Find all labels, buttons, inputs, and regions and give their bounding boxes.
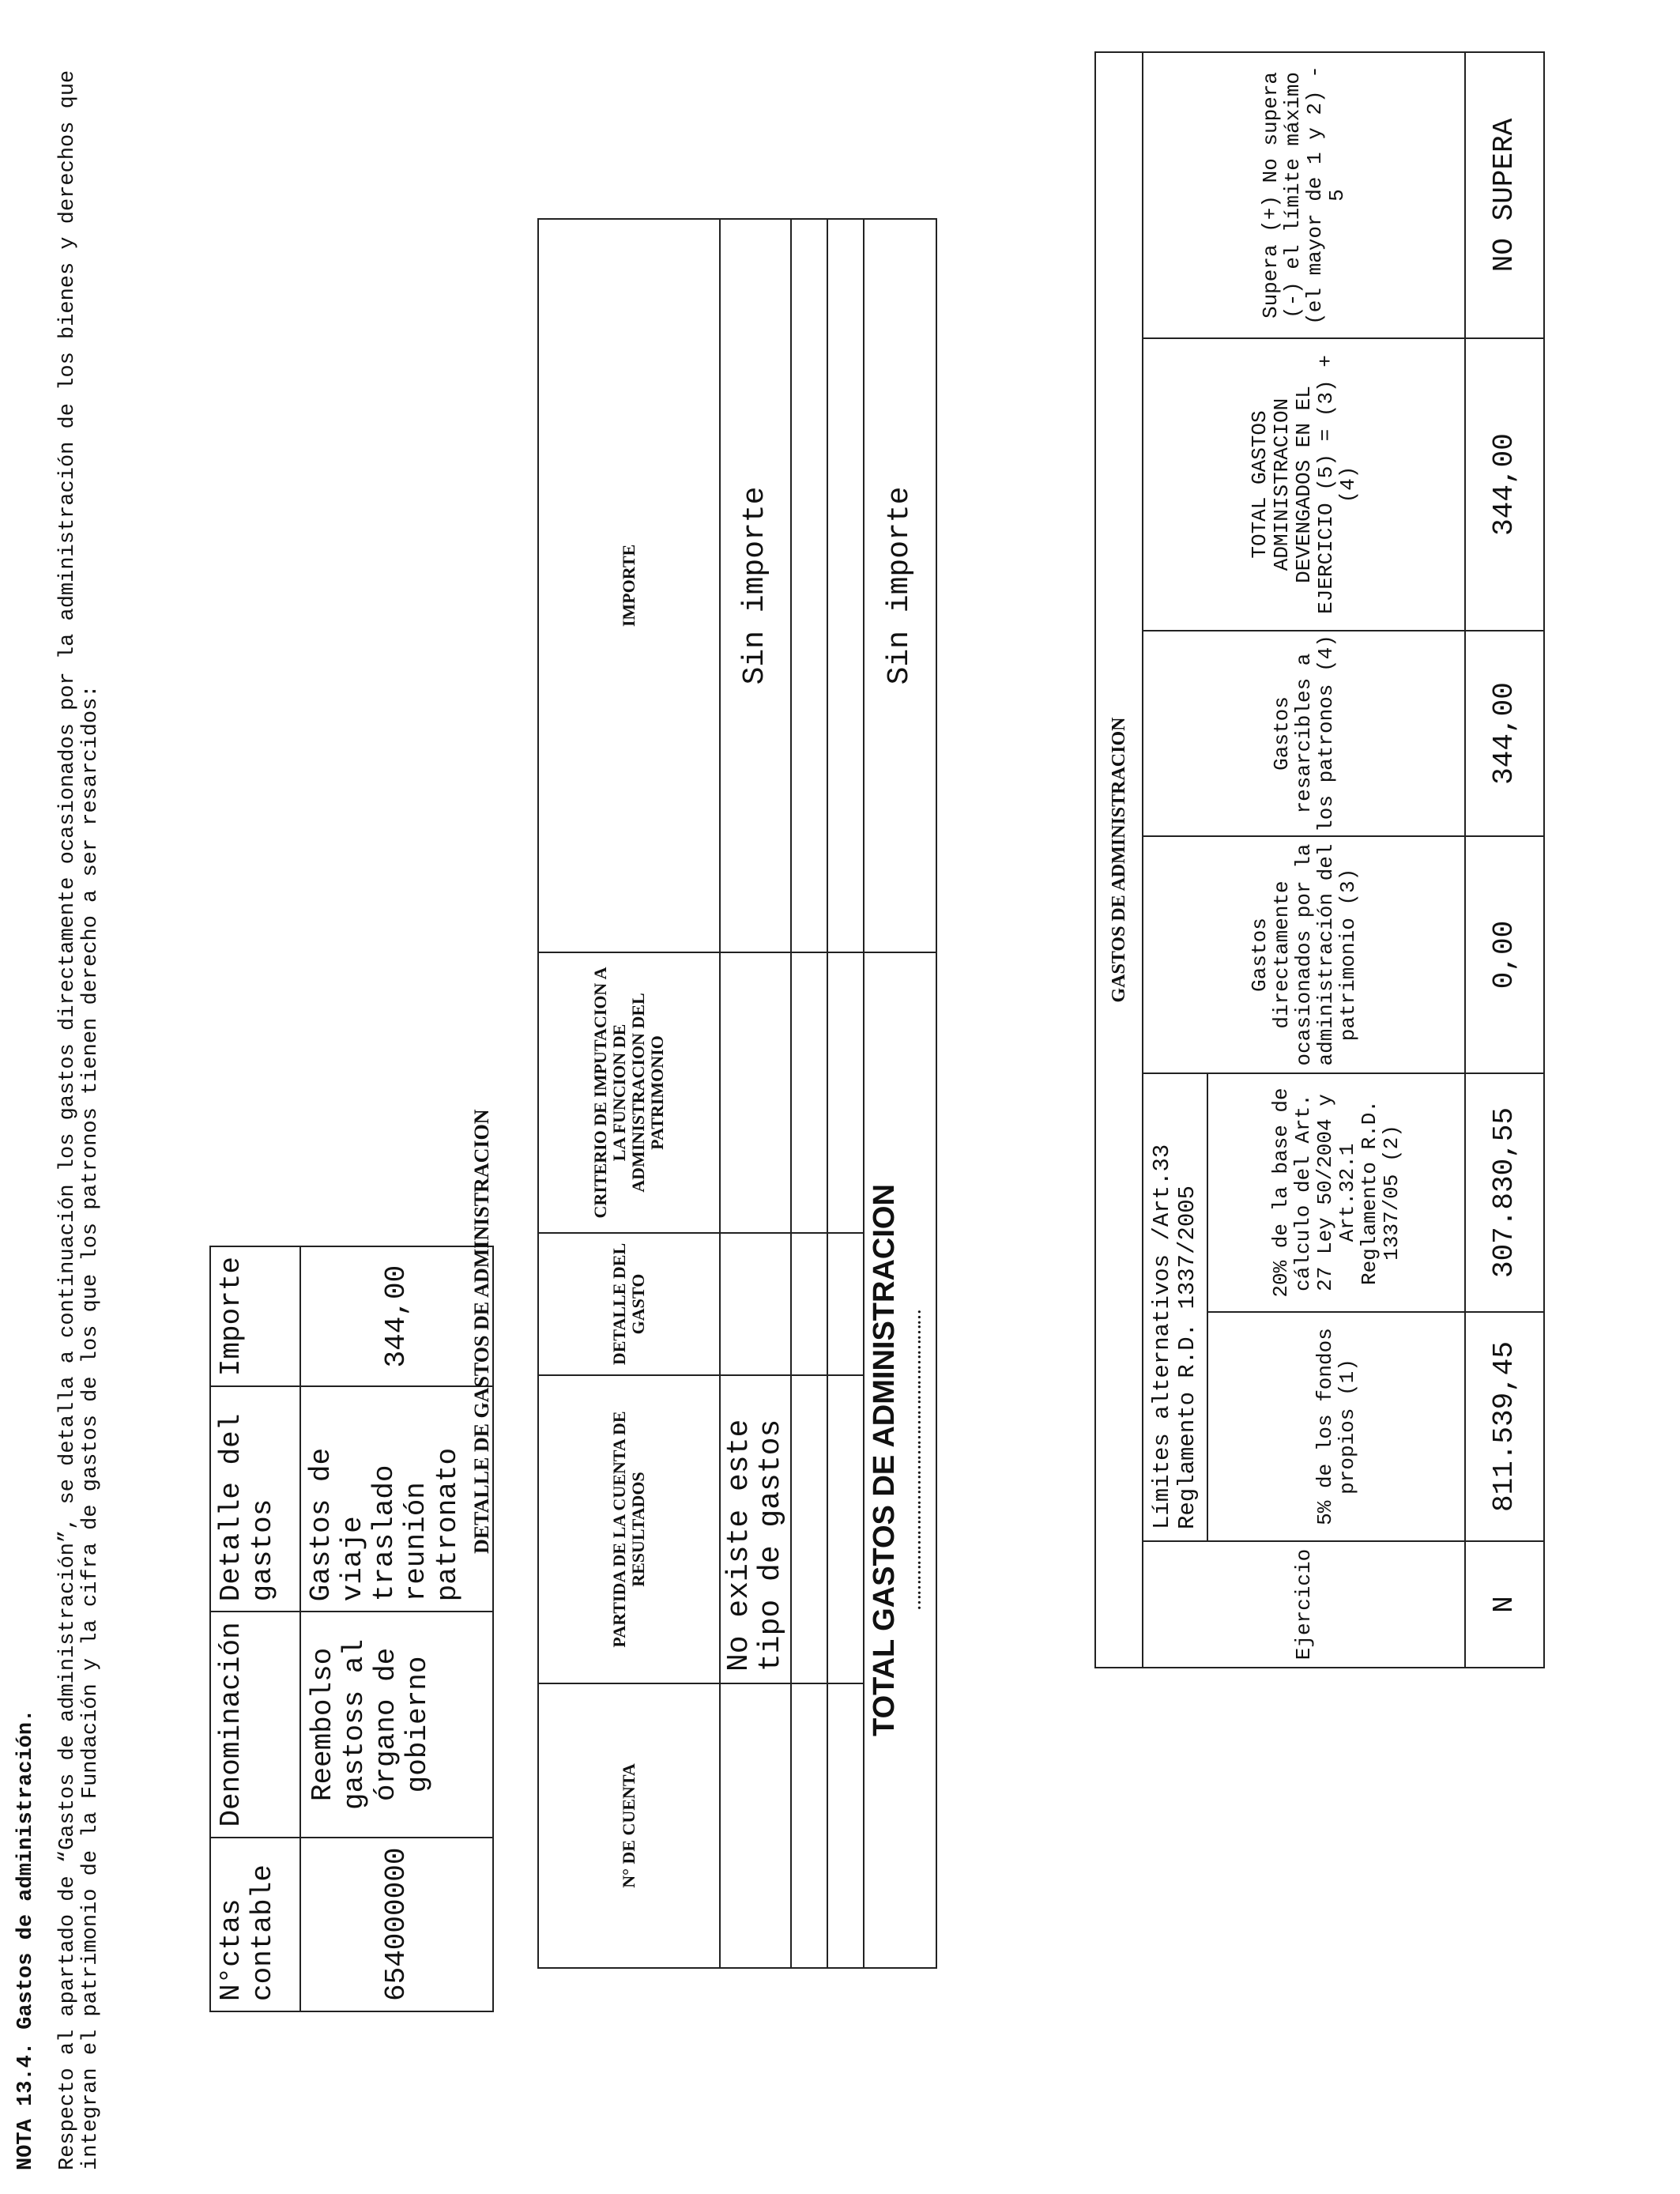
header-own-funds: 5% de los fondos propios (1) xyxy=(1207,1312,1465,1541)
own-funds-limit: 811.539,45 xyxy=(1465,1312,1544,1541)
table-header-row xyxy=(1143,52,1207,1668)
fiscal-year: N xyxy=(1465,1541,1544,1668)
total-row xyxy=(864,219,936,1968)
expense-detail: Gastos de viaje traslado reunión patronato xyxy=(300,1386,493,1612)
header-reimbursable-expenses: Gastos resarcibles a los patronos (4) xyxy=(1143,631,1465,836)
table-row xyxy=(720,219,791,1968)
header-account-number: N° DE CUENTA xyxy=(538,1683,720,1968)
admin-expenses-limits-table xyxy=(1094,51,1545,1668)
header-account-number: N°ctas contable xyxy=(210,1838,300,2011)
total-label: TOTAL GASTOS DE ADMINISTRACION xyxy=(868,1184,901,1736)
direct-admin-expenses: 0,00 xyxy=(1465,836,1544,1073)
table-header-row xyxy=(538,219,720,1968)
header-expense-detail: Detalle del gastos xyxy=(210,1386,300,1612)
detail-table-title: DETALLE DE GASTOS DE ADMINISTRACION xyxy=(470,1109,493,1554)
total-amount: Sin importe xyxy=(864,219,936,952)
calculation-base-limit: 307.830,55 xyxy=(1465,1073,1544,1312)
header-alternative-limits: Límites alternativos /Art.33 Reglamento R.D. 1337/2005 xyxy=(1143,1073,1207,1541)
header-direct-admin-expenses: Gastos directamente ocasionados por la administración del patrimonio (3) xyxy=(1143,836,1465,1073)
amount: 344,00 xyxy=(300,1246,493,1386)
header-total-admin-expenses: TOTAL GASTOS ADMINISTRACION DEVENGADOS EN EL EJERCICIO (5) = (3) + (4) xyxy=(1143,338,1465,631)
account-number: 654000000 xyxy=(300,1838,493,2011)
table-row xyxy=(1465,52,1544,1668)
table-title-row xyxy=(1095,52,1143,1668)
note-heading: NOTA 13.4. Gastos de administración. xyxy=(14,1709,38,2170)
header-denomination: Denominación xyxy=(210,1612,300,1837)
header-calculation-base: 20% de la base de cálculo del Art. 27 Ley 50/2004 y Art.32.1 Reglamento R.D. 1337/05 (2) xyxy=(1207,1073,1465,1312)
intro-paragraph: Respecto al apartado de “Gastos de administración”, se detalla a continuación los gastos directamente ocasionados por la administración de los bienes y derechos que integran el patrimonio de la Fundación y la cifra de gastos de los que los patronos tienen derecho a ser resarcidos: xyxy=(56,70,103,2170)
admin-expenses-detail-table xyxy=(537,218,937,1969)
header-expense-detail: DETALLE DEL GASTO xyxy=(538,1233,720,1375)
results-item: No existe este tipo de gastos xyxy=(720,1375,791,1683)
limits-table-title: GASTOS DE ADMINISTRACION xyxy=(1095,52,1143,1668)
header-results-item: PARTIDA DE LA CUENTA DE RESULTADOS xyxy=(538,1375,720,1683)
header-fiscal-year: Ejercicio xyxy=(1143,1541,1465,1668)
expenses-table xyxy=(209,1246,494,2012)
denomination: Reembolso gastoss al órgano de gobierno xyxy=(300,1612,493,1837)
exceeds-limit: NO SUPERA xyxy=(1465,52,1544,338)
amount: Sin importe xyxy=(720,219,791,952)
header-imputation-criterion: CRITERIO DE IMPUTACION A LA FUNCION DE ADMINISTRACION DEL PATRIMONIO xyxy=(538,952,720,1233)
header-amount: IMPORTE xyxy=(538,219,720,952)
table-row xyxy=(827,219,864,1968)
table-row xyxy=(791,219,827,1968)
total-dots: …………………………………………………… xyxy=(907,1310,925,1611)
header-exceeds-limit: Supera (+) No supera (-) el límite máximo (el mayor de 1 y 2) - 5 xyxy=(1143,52,1465,338)
table-row xyxy=(300,1246,493,2011)
total-admin-expenses: 344,00 xyxy=(1465,338,1544,631)
header-amount: Importe xyxy=(210,1246,300,1386)
table-header-row xyxy=(210,1246,300,2011)
reimbursable-expenses: 344,00 xyxy=(1465,631,1544,836)
total-cell xyxy=(864,952,936,1968)
